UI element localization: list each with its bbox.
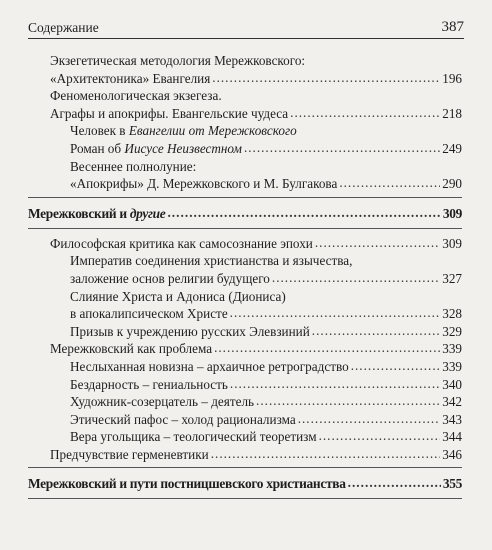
toc-entry <box>28 105 462 123</box>
toc-page-number: 218 <box>442 105 462 121</box>
toc-entry <box>28 252 462 270</box>
toc-entry <box>28 340 462 358</box>
toc-entry-text: Экзегетическая методология Мережковского: <box>50 53 306 68</box>
page-number: 387 <box>441 19 464 35</box>
toc-entry-text: Весеннее полнолуние: <box>70 158 197 174</box>
toc-entry-text: Бездарность – гениальность <box>70 376 228 392</box>
toc-entry <box>28 70 462 88</box>
toc-entry <box>28 323 462 341</box>
leader-dots <box>211 445 441 463</box>
leader-dots <box>256 392 440 410</box>
divider <box>28 467 462 468</box>
toc-entry <box>28 122 462 140</box>
toc-entry-text: Призыв к учреждению русских Элевзиний <box>70 323 310 339</box>
toc-entry <box>28 52 462 70</box>
toc-entry-text: «Апокрифы» Д. Мережковского и М. Булгакова <box>70 176 338 192</box>
toc-entry <box>28 428 462 446</box>
toc-entry-text: Предчувствие герменевтики <box>50 446 209 462</box>
toc-entry-text-part: Роман об <box>70 140 125 156</box>
leader-dots <box>214 339 440 357</box>
toc-page-number: 355 <box>442 476 462 492</box>
toc-entry-text: в апокалипсическом Христе <box>70 306 228 322</box>
table-of-contents <box>28 52 462 505</box>
divider <box>28 197 462 198</box>
leader-dots <box>315 234 440 252</box>
toc-entry-text: Слияние Христа и Адониса (Диониса) <box>70 288 286 304</box>
toc-entry-text: заложение основ религии будущего <box>70 270 270 286</box>
toc-page-number: 342 <box>442 394 462 410</box>
toc-entry-italic: другие <box>129 205 166 221</box>
divider <box>28 228 462 229</box>
leader-dots <box>244 139 440 157</box>
toc-entry-text: Мережковский и пути постницшевского христианства <box>28 476 346 492</box>
toc-entry-text-part: Мережковский и <box>28 205 130 221</box>
toc-entry <box>28 158 462 176</box>
toc-entry <box>28 235 462 253</box>
toc-entry-text: Мережковский как проблема <box>50 341 213 357</box>
toc-entry <box>28 376 462 394</box>
toc-page-number: 340 <box>442 376 462 392</box>
toc-entry-text: Неслыханная новизна – архаичное ретроградство <box>70 358 349 374</box>
leader-dots <box>167 203 440 223</box>
toc-section-heading <box>28 474 462 494</box>
toc-section-heading <box>28 204 462 224</box>
toc-entry-text: Этический пафос – холод рационализма <box>70 411 296 427</box>
toc-page-number: 327 <box>442 270 462 286</box>
leader-dots <box>290 104 440 122</box>
toc-page-number: 329 <box>442 323 462 339</box>
toc-entry-text: Художник-созерцатель – деятель <box>70 394 255 410</box>
leader-dots <box>272 269 440 287</box>
toc-entry <box>28 288 462 306</box>
toc-entry-italic: Иисусе Неизвестном <box>124 140 242 156</box>
leader-dots <box>348 473 441 493</box>
toc-entry <box>28 140 462 158</box>
leader-dots <box>312 322 440 340</box>
leader-dots <box>230 304 441 322</box>
toc-page-number: 343 <box>442 411 462 427</box>
leader-dots <box>351 357 441 375</box>
toc-entry-text: Аграфы и апокрифы. Евангельские чудеса <box>50 105 289 121</box>
toc-entry-text: Императив соединения христианства и язычества, <box>70 253 353 269</box>
toc-page-number: 309 <box>442 205 462 221</box>
toc-entry-text <box>70 140 242 158</box>
toc-page-number: 328 <box>442 306 462 322</box>
toc-page-number: 346 <box>442 446 462 462</box>
toc-entry-text: Вера угольщика – теологический теоретизм <box>70 429 317 445</box>
toc-page-number: 339 <box>442 341 462 357</box>
header-title: Содержание <box>28 20 99 35</box>
toc-entry <box>28 411 462 429</box>
leader-dots <box>339 174 440 192</box>
toc-entry <box>28 305 462 323</box>
leader-dots <box>230 375 440 393</box>
toc-page-number: 196 <box>442 70 462 86</box>
leader-dots <box>319 427 441 445</box>
toc-page-number: 290 <box>442 176 462 192</box>
toc-page-number: 249 <box>442 140 462 156</box>
toc-entry <box>28 358 462 376</box>
toc-page-number: 339 <box>442 358 462 374</box>
toc-entry-text <box>28 204 165 224</box>
toc-page-number: 344 <box>442 429 462 445</box>
toc-entry-italic: Евангелии от Мережковского <box>128 123 297 139</box>
running-header <box>28 18 464 39</box>
toc-entry <box>28 175 462 193</box>
leader-dots <box>212 69 440 87</box>
toc-page-number: 309 <box>442 235 462 251</box>
divider <box>28 498 462 499</box>
toc-entry-text: Феноменологическая экзегеза. <box>50 88 222 104</box>
toc-entry <box>28 270 462 288</box>
toc-entry <box>28 393 462 411</box>
toc-entry-text: Человек в <box>70 123 129 139</box>
leader-dots <box>298 410 441 428</box>
toc-entry <box>28 87 462 105</box>
toc-entry-text: «Архитектоника» Евангелия <box>50 70 211 86</box>
toc-entry-text: Философская критика как самосознание эпохи <box>50 235 313 251</box>
toc-entry <box>28 446 462 464</box>
